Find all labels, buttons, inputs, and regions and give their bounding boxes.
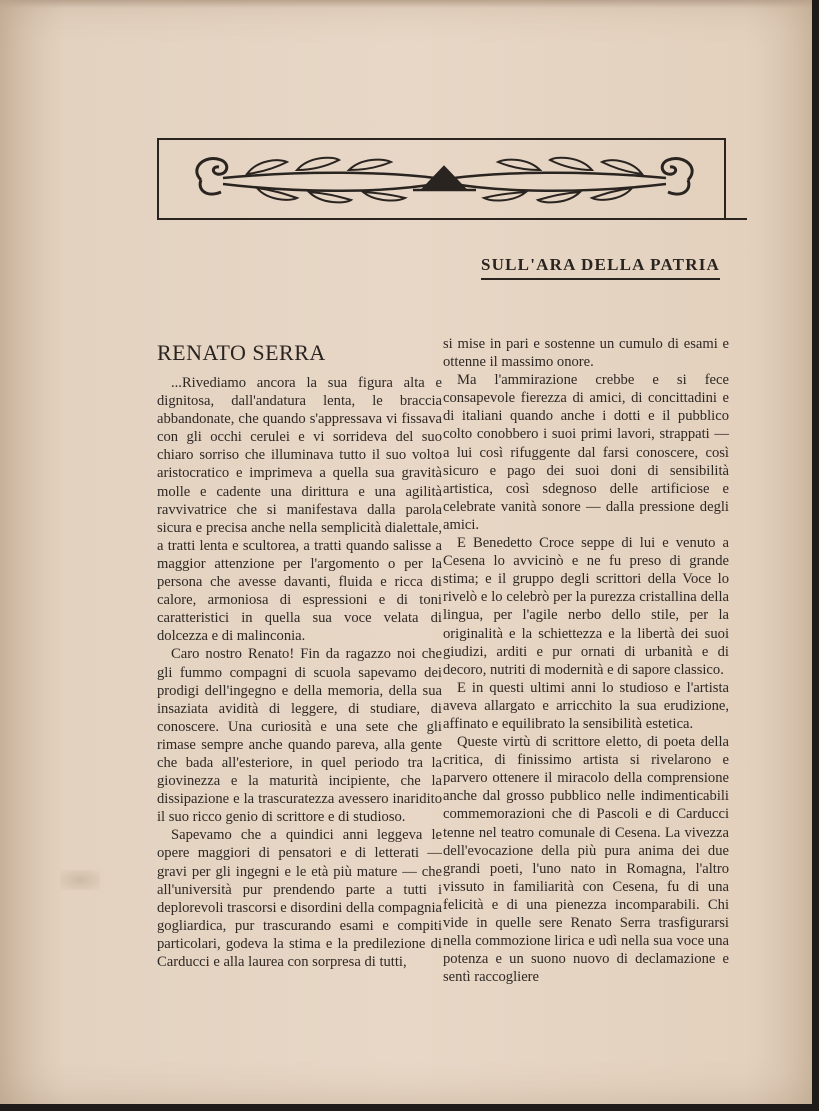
paper-stain: [60, 870, 100, 890]
paragraph-continuation: si mise in pari e sostenne un cumulo di esami e ottenne il massimo onore.: [443, 336, 729, 371]
article-title: RENATO SERRA: [157, 340, 326, 365]
laurel-ornament-icon: [187, 150, 702, 208]
header-rule: [157, 218, 747, 220]
section-heading: SULL'ARA DELLA PATRIA: [481, 255, 720, 280]
text-column-right: [443, 335, 729, 986]
paragraph: E in questi ultimi anni lo studioso e l'artista aveva allargato e arricchito la sua erudizione, affinato e equilibrato la sensibilità estetica.: [443, 679, 729, 732]
page-top-edge: [0, 0, 812, 8]
paragraph: Ma l'ammirazione crebbe e si fece consapevole fierezza di amici, di concittadini e di italiani quando anche i dotti e il pubblico colto conobbero i suoi primi lavori, strappati — a lui così rifuggente dal farsi conoscere, così sicuro e pago dei suoi doni di sensibilità artistica, così sdegnoso delle artificiose e celebrate vanità sonore — dalla pressione degli amici.: [443, 372, 729, 533]
paragraph: E Benedetto Croce seppe di lui e venuto a Cesena lo avvicinò e ne fu preso di grande stima; e il gruppo degli scrittori della Voce lo rivelò e lo celebrò per la purezza cristallina della lingua, per l'agile nerbo dello stile, per la originalità e la schiettezza e la libertà dei suoi giudizi, arditi e pur ornati di urbanità e di decoro, nutriti di modernità e di sapore classico.: [443, 535, 729, 678]
decorative-header-frame: [157, 138, 726, 220]
paragraph: Queste virtù di scrittore eletto, di poeta della critica, di finissimo artista si rivelarono e parvero ottenere il miracolo della comprensione anche dal grosso pubblico nelle indimenticabili commemorazioni che di Pascoli e di Carducci tenne nel teatro comunale di Cesena. La vivezza dell'evocazione della più pura anima dei due grandi poeti, l'uno nato in Romagna, l'altro vissuto in familiarità con Cesena, fu di una felicità e di una pienezza incomparabili. Chi vide in quelle sere Renato Serra trasfigurarsi nella commozione lirica e udì nella sua voce una potenza e un suono nuovo di declamazione e sentì raccogliere: [443, 734, 729, 986]
paragraph: ...Rivediamo ancora la sua figura alta e dignitosa, dall'andatura lenta, le braccia abbandonate, che quando s'appressava vi fissava con gli occhi cerulei e vi sorrideva del suo chiaro sorriso che illuminava tutto il suo volto aristocratico e imprimeva a quella sua gravità molle e cadente una dirittura e una agilità ravvivatrice che si manifestava dalla parola sicura e precisa anche nella semplicità dialettale, a tratti lenta e scultorea, a tratti quando salisse a maggior attenzione per l'argomento o per la persona che avesse davanti, fluida e ricca di calore, armoniosa di espressioni e di toni caratteristici in quella sua voce velata di dolcezza e di malinconia.: [157, 375, 442, 645]
paragraph: Caro nostro Renato! Fin da ragazzo noi che gli fummo compagni di scuola sapevamo dei prodigi dell'ingegno e della memoria, della sua insaziata avidità di leggere, di studiare, di conoscere. Una curiosità e una sete che gli rimase sempre anche quando pareva, alla gente che bada all'esteriore, in quel periodo tra la giovinezza e la maturità incipiente, che la dissipazione e la trascuratezza avessero inaridito il suo ricco genio di scrittore e di studioso.: [157, 646, 442, 826]
text-column-left: [157, 334, 442, 971]
paragraph: Sapevamo che a quindici anni leggeva le opere maggiori di pensatori e di letterati — gravi per gli ingegni e le età più mature — che all'università pur prendendo parte a tutti i deplorevoli trascorsi e disordini della compagnia gogliardica, pur trascurando esami e compiti particolari, godeva la stima e la predilezione di Carducci e alla laurea con sorpresa di tutti,: [157, 827, 442, 970]
